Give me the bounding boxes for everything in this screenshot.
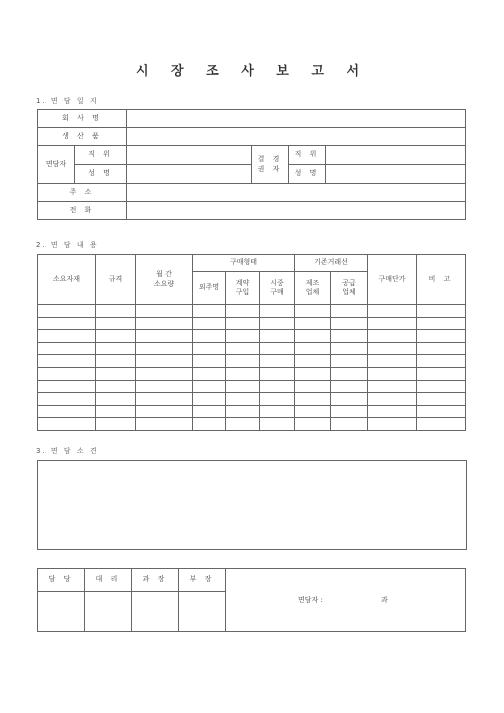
approver-position-field[interactable] xyxy=(326,146,466,165)
table-cell[interactable] xyxy=(136,393,193,406)
table-cell[interactable] xyxy=(96,355,136,368)
table-cell[interactable] xyxy=(417,317,466,330)
table-cell[interactable] xyxy=(260,418,295,431)
approver-name-label: 성 명 xyxy=(289,165,326,184)
table-cell[interactable] xyxy=(368,393,417,406)
table-cell[interactable] xyxy=(331,393,368,406)
table-cell[interactable] xyxy=(368,305,417,318)
table-cell[interactable] xyxy=(331,330,368,343)
col-note: 비 고 xyxy=(417,255,466,305)
interviewer-label: 면담자 : xyxy=(298,596,323,604)
approver-label-line2: 권 자 xyxy=(257,164,283,173)
table-cell[interactable] xyxy=(38,317,96,330)
table-cell[interactable] xyxy=(295,305,331,318)
table-cell[interactable] xyxy=(96,317,136,330)
table-cell[interactable] xyxy=(193,330,226,343)
table-cell[interactable] xyxy=(295,380,331,393)
col-maker-line1: 제조 xyxy=(305,278,320,287)
table-cell[interactable] xyxy=(193,380,226,393)
table-cell[interactable] xyxy=(96,393,136,406)
table-row xyxy=(38,393,466,406)
table-cell[interactable] xyxy=(38,305,96,318)
table-cell[interactable] xyxy=(136,355,193,368)
sign-staff[interactable] xyxy=(38,592,85,632)
table-cell[interactable] xyxy=(368,418,417,431)
product-label: 생 산 품 xyxy=(38,128,127,146)
table-cell[interactable] xyxy=(226,405,260,418)
table-row xyxy=(38,355,466,368)
table-cell[interactable] xyxy=(331,305,368,318)
col-monthly xyxy=(136,255,193,305)
table-cell[interactable] xyxy=(295,418,331,431)
table-cell[interactable] xyxy=(417,418,466,431)
name-label: 성 명 xyxy=(75,165,127,184)
table-cell[interactable] xyxy=(96,305,136,318)
table-cell[interactable] xyxy=(368,330,417,343)
col-monthly-line1: 월 간 xyxy=(156,270,172,279)
table-cell[interactable] xyxy=(295,393,331,406)
sign-assistant-manager[interactable] xyxy=(85,592,132,632)
table-cell[interactable] xyxy=(96,367,136,380)
table-cell[interactable] xyxy=(96,330,136,343)
table-cell[interactable] xyxy=(331,355,368,368)
table-cell[interactable] xyxy=(417,342,466,355)
col-market-line1: 시중 xyxy=(270,278,284,287)
table-cell[interactable] xyxy=(260,305,295,318)
approver-name-field[interactable] xyxy=(326,165,466,184)
table-cell[interactable] xyxy=(417,367,466,380)
table-cell[interactable] xyxy=(260,317,295,330)
table-cell[interactable] xyxy=(136,405,193,418)
col-contract xyxy=(226,272,260,305)
table-cell[interactable] xyxy=(226,418,260,431)
role-section-chief: 과 장 xyxy=(132,569,179,592)
table-cell[interactable] xyxy=(226,330,260,343)
position-field[interactable] xyxy=(127,146,252,165)
role-staff: 담 당 xyxy=(38,569,85,592)
table-cell[interactable] xyxy=(136,305,193,318)
table-row xyxy=(38,405,466,418)
table-cell[interactable] xyxy=(38,330,96,343)
table-cell[interactable] xyxy=(226,380,260,393)
table-cell[interactable] xyxy=(260,380,295,393)
table-row xyxy=(38,367,466,380)
col-monthly-line2: 소요량 xyxy=(153,279,175,288)
table-cell[interactable] xyxy=(226,305,260,318)
table-cell[interactable] xyxy=(331,405,368,418)
table-row xyxy=(38,380,466,393)
table-row xyxy=(38,342,466,355)
col-maker-line2: 업체 xyxy=(305,288,320,296)
dept-suffix: 과 xyxy=(381,596,388,604)
table-cell[interactable] xyxy=(226,317,260,330)
table-cell[interactable] xyxy=(193,418,226,431)
table-cell[interactable] xyxy=(368,405,417,418)
col-material: 소요자재 xyxy=(38,255,96,305)
table-cell[interactable] xyxy=(38,393,96,406)
table-cell[interactable] xyxy=(136,342,193,355)
table-cell[interactable] xyxy=(260,355,295,368)
name-field[interactable] xyxy=(127,165,252,184)
table-cell[interactable] xyxy=(295,342,331,355)
product-field[interactable] xyxy=(127,128,466,146)
interview-content-table xyxy=(37,254,466,431)
table-cell[interactable] xyxy=(295,405,331,418)
table-cell[interactable] xyxy=(136,380,193,393)
role-assistant-manager: 대 리 xyxy=(85,569,132,592)
table-cell[interactable] xyxy=(136,317,193,330)
col-outsourcing: 외주명 xyxy=(193,272,226,305)
table-cell[interactable] xyxy=(295,367,331,380)
table-cell[interactable] xyxy=(368,355,417,368)
section2-heading: 2. 면 담 내 용 xyxy=(36,241,99,249)
col-spec: 규격 xyxy=(96,255,136,305)
group-supplier: 기존거래선 xyxy=(295,255,368,272)
interview-log-table xyxy=(37,109,466,220)
table-cell[interactable] xyxy=(368,380,417,393)
table-row xyxy=(38,418,466,431)
table-cell[interactable] xyxy=(331,380,368,393)
table-cell[interactable] xyxy=(260,393,295,406)
table-cell[interactable] xyxy=(331,418,368,431)
col-supply xyxy=(331,272,368,305)
table-cell[interactable] xyxy=(417,355,466,368)
table-cell[interactable] xyxy=(331,342,368,355)
table-cell[interactable] xyxy=(193,317,226,330)
section1-heading: 1. 면 담 일 지 xyxy=(36,97,99,105)
table-cell[interactable] xyxy=(226,355,260,368)
table-cell[interactable] xyxy=(96,405,136,418)
table-row xyxy=(38,305,466,318)
table-cell[interactable] xyxy=(193,305,226,318)
table-cell[interactable] xyxy=(331,367,368,380)
approver-position-label: 직 위 xyxy=(289,146,326,165)
table-cell[interactable] xyxy=(295,355,331,368)
table-cell[interactable] xyxy=(38,405,96,418)
position-label: 직 위 xyxy=(75,146,127,165)
col-supply-line1: 공급 xyxy=(342,278,356,287)
phone-label: 전 화 xyxy=(38,202,127,220)
table-cell[interactable] xyxy=(417,380,466,393)
table-cell[interactable] xyxy=(368,367,417,380)
table-cell[interactable] xyxy=(96,418,136,431)
table-cell[interactable] xyxy=(193,342,226,355)
phone-field[interactable] xyxy=(127,202,466,220)
company-label: 회 사 명 xyxy=(38,110,127,128)
table-cell[interactable] xyxy=(38,355,96,368)
table-cell[interactable] xyxy=(417,330,466,343)
table-cell[interactable] xyxy=(295,317,331,330)
interviewer-cell xyxy=(226,569,466,632)
table-cell[interactable] xyxy=(193,405,226,418)
col-market xyxy=(260,272,295,305)
group-purchase: 구매형태 xyxy=(193,255,295,272)
table-cell[interactable] xyxy=(417,305,466,318)
table-cell[interactable] xyxy=(260,367,295,380)
signoff-table xyxy=(37,568,466,632)
approver-label-line1: 결 경 xyxy=(257,155,283,164)
col-contract-line2: 구입 xyxy=(235,288,250,296)
col-market-line2: 구매 xyxy=(270,288,284,296)
address-label: 주 소 xyxy=(38,184,127,202)
table-cell[interactable] xyxy=(368,317,417,330)
address-field[interactable] xyxy=(127,184,466,202)
table-cell[interactable] xyxy=(295,330,331,343)
col-contract-line1: 계약 xyxy=(235,278,250,287)
table-cell[interactable] xyxy=(193,367,226,380)
table-cell[interactable] xyxy=(136,367,193,380)
table-cell[interactable] xyxy=(38,367,96,380)
table-cell[interactable] xyxy=(38,342,96,355)
document-title: 시 장 조 사 보 고 서 xyxy=(135,64,369,79)
opinion-field[interactable] xyxy=(37,460,467,550)
table-cell[interactable] xyxy=(417,393,466,406)
role-department-head: 부 장 xyxy=(179,569,226,592)
sign-department-head[interactable] xyxy=(179,592,226,632)
table-cell[interactable] xyxy=(260,342,295,355)
table-cell[interactable] xyxy=(260,405,295,418)
table-cell[interactable] xyxy=(193,393,226,406)
table-row xyxy=(38,330,466,343)
table-cell[interactable] xyxy=(226,342,260,355)
table-cell[interactable] xyxy=(38,380,96,393)
sign-section-chief[interactable] xyxy=(132,592,179,632)
table-cell[interactable] xyxy=(417,405,466,418)
interviewee-label: 면담자 xyxy=(38,146,75,184)
table-cell[interactable] xyxy=(193,355,226,368)
approver-label xyxy=(252,146,289,184)
table-cell[interactable] xyxy=(136,330,193,343)
table-cell[interactable] xyxy=(226,393,260,406)
table-cell[interactable] xyxy=(136,418,193,431)
col-maker xyxy=(295,272,331,305)
table-cell[interactable] xyxy=(38,418,96,431)
table-cell[interactable] xyxy=(368,342,417,355)
table-cell[interactable] xyxy=(226,367,260,380)
section3-heading: 3. 면 담 소 견 xyxy=(36,447,99,455)
table-row xyxy=(38,317,466,330)
content-rows xyxy=(38,305,466,431)
table-cell[interactable] xyxy=(96,342,136,355)
col-price: 구매단가 xyxy=(368,255,417,305)
table-cell[interactable] xyxy=(96,380,136,393)
table-cell[interactable] xyxy=(331,317,368,330)
col-supply-line2: 업체 xyxy=(342,288,356,296)
company-field[interactable] xyxy=(127,110,466,128)
table-cell[interactable] xyxy=(260,330,295,343)
